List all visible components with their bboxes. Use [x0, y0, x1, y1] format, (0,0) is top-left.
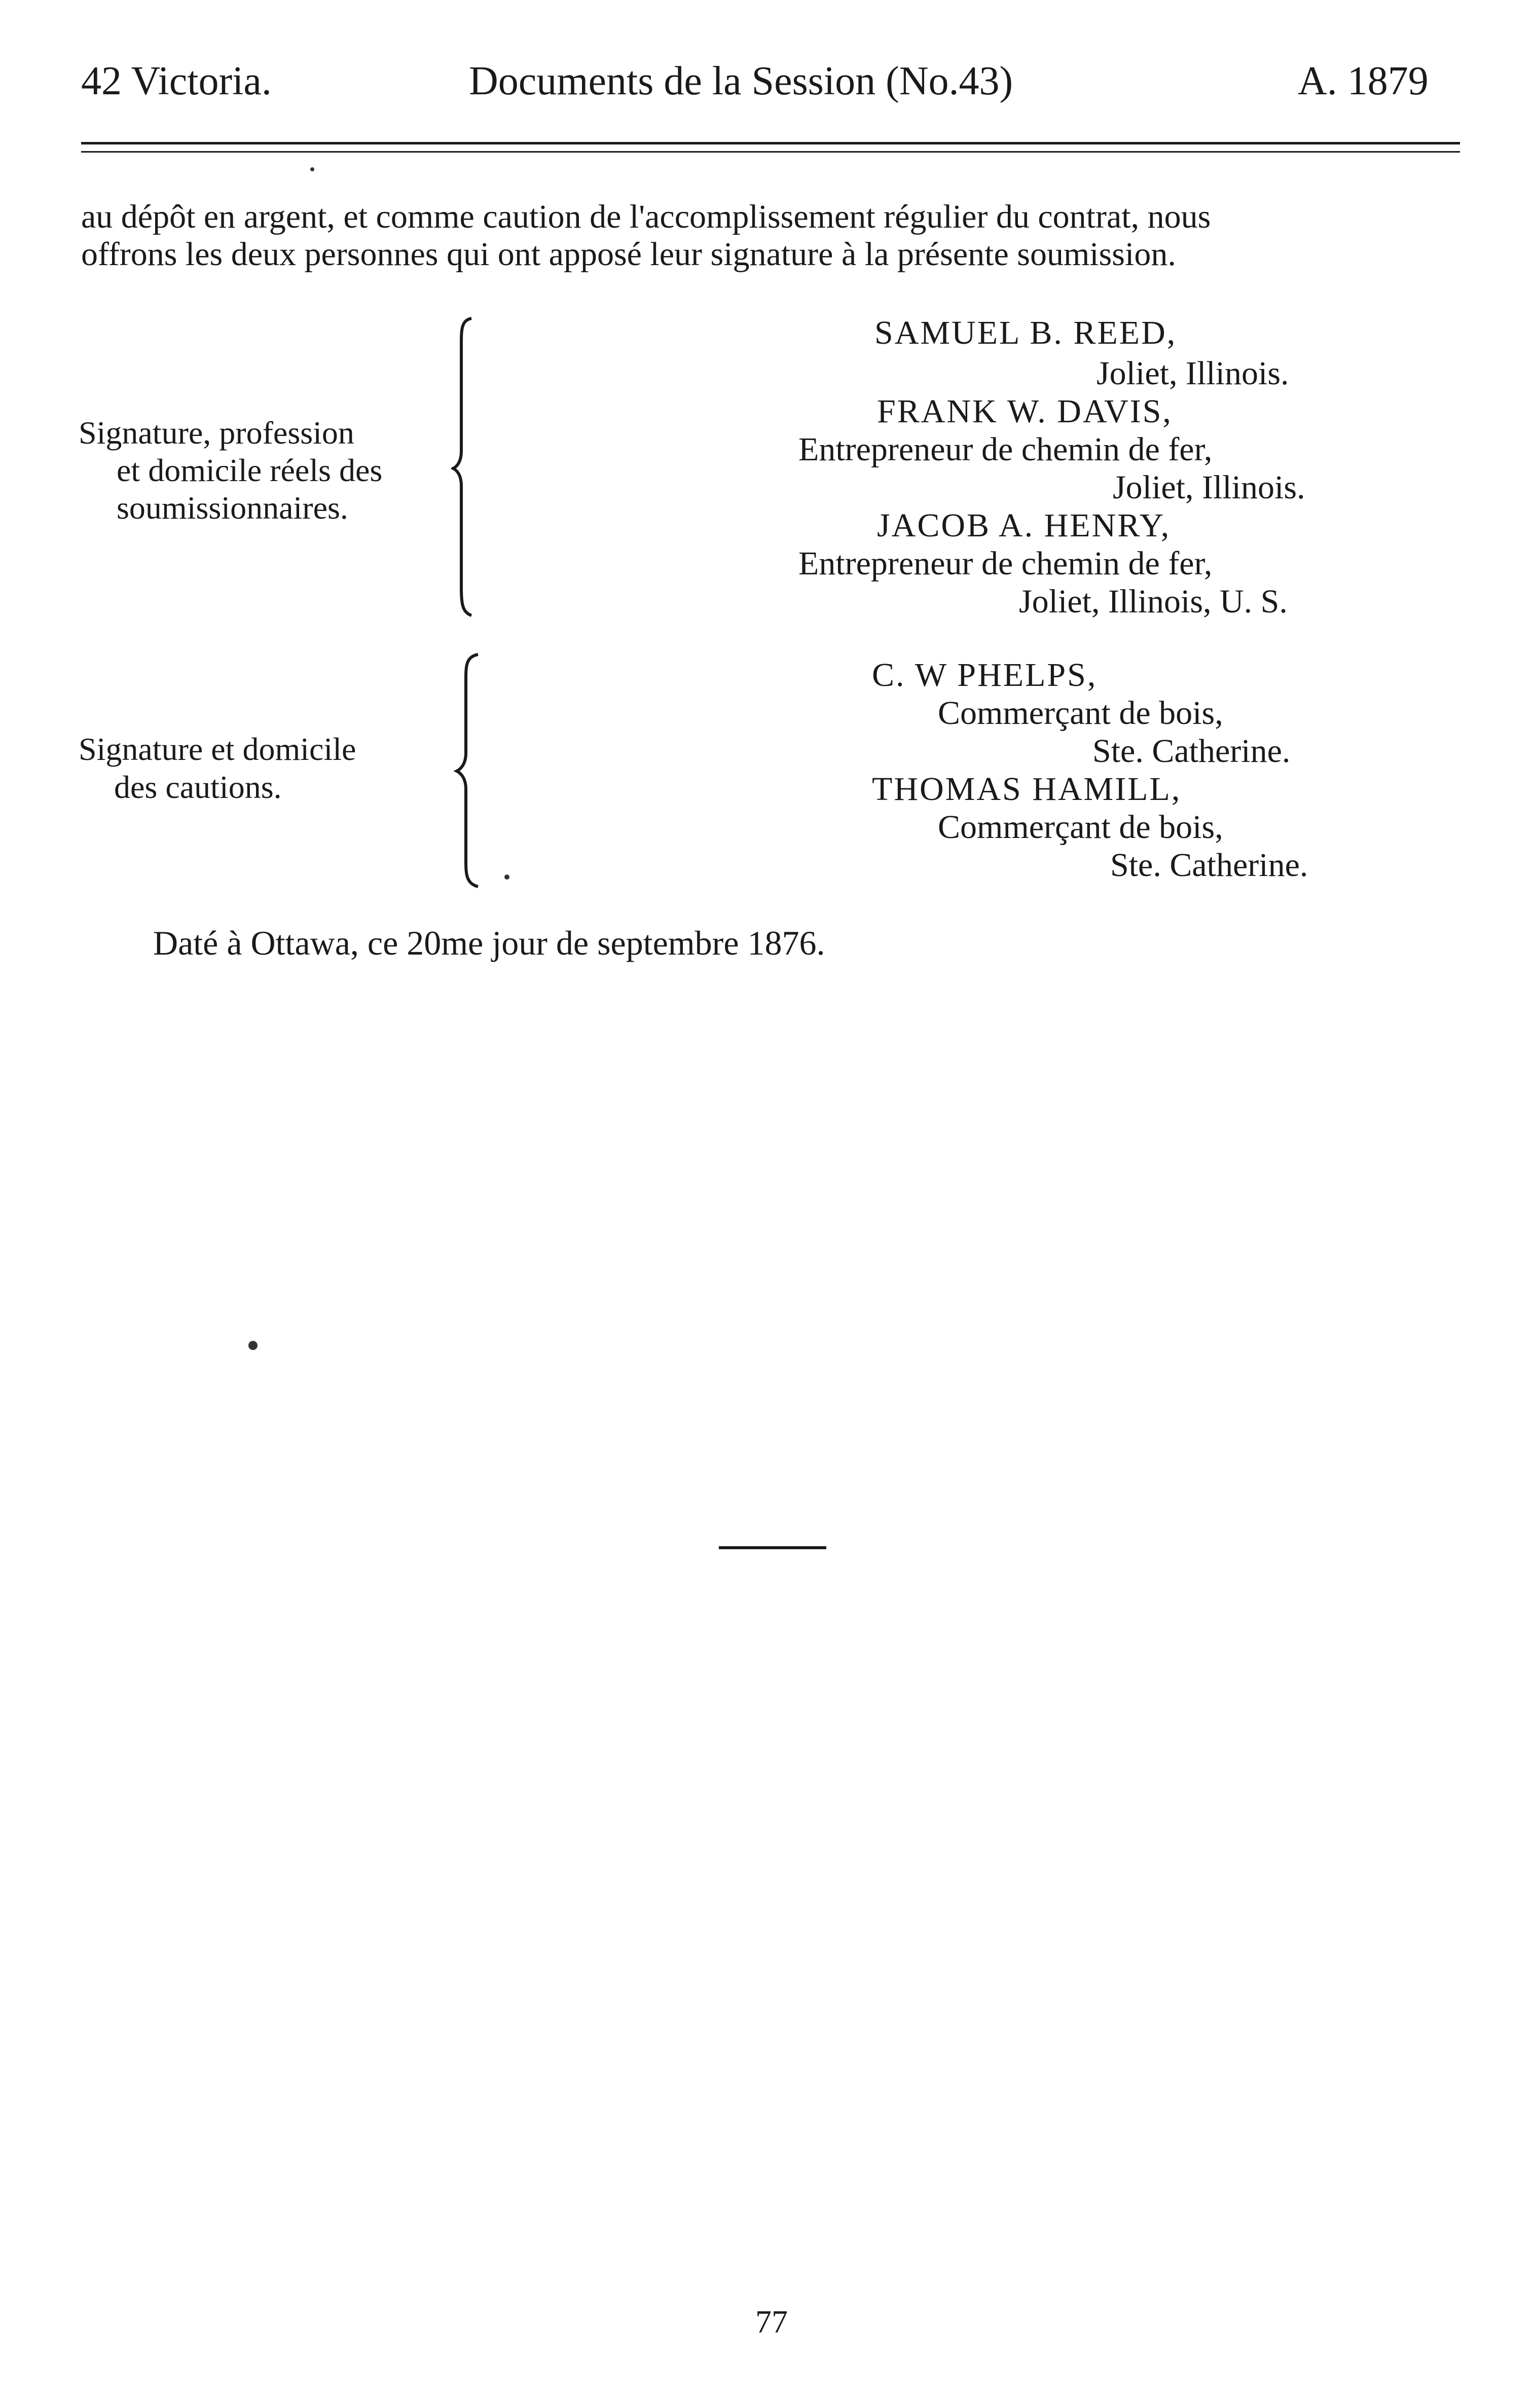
signatories-label-line: Signature, profession	[79, 415, 354, 451]
sureties-label-line: Signature et domicile	[79, 731, 356, 767]
ink-speck	[504, 874, 509, 880]
surety-profession: Commerçant de bois,	[938, 695, 1223, 732]
signatories-label-line: et domicile réels des	[117, 452, 383, 488]
header-volume: 42 Victoria.	[81, 59, 272, 103]
signatory-place: Joliet, Illinois, U. S.	[1019, 583, 1288, 620]
signatories-label-line: soumissionnaires.	[117, 490, 348, 526]
signatories-brace	[451, 314, 487, 618]
surety-place: Ste. Catherine.	[1092, 733, 1291, 770]
signatory-name: FRANK W. DAVIS,	[877, 393, 1173, 430]
surety-profession: Commerçant de bois,	[938, 809, 1223, 846]
sureties-brace	[454, 651, 489, 890]
paragraph-line: au dépôt en argent, et comme caution de l'accomplissement régulier du contrat, nous	[81, 198, 1211, 235]
signatory-name: SAMUEL B. REED,	[874, 314, 1177, 351]
sureties-label-line: des cautions.	[114, 769, 282, 805]
signatory-profession: Entrepreneur de chemin de fer,	[798, 431, 1213, 468]
date-line: Daté à Ottawa, ce 20me jour de septembre 1876.	[153, 924, 825, 962]
header-rule-thin	[81, 151, 1460, 153]
signatory-place: Joliet, Illinois.	[1113, 469, 1305, 506]
header-year: A. 1879	[1298, 59, 1429, 103]
header-title: Documents de la Session (No.43)	[469, 59, 1013, 103]
section-separator	[719, 1546, 826, 1549]
surety-name: C. W PHELPS,	[872, 656, 1098, 694]
paragraph-line: offrons les deux personnes qui ont apposé leur signature à la présente soumission.	[81, 236, 1176, 273]
ink-speck	[310, 167, 314, 171]
ink-speck	[248, 1341, 258, 1350]
signatory-place: Joliet, Illinois.	[1097, 355, 1289, 392]
signatory-name: JACOB A. HENRY,	[877, 507, 1171, 544]
surety-name: THOMAS HAMILL,	[872, 771, 1182, 808]
surety-place: Ste. Catherine.	[1110, 847, 1308, 884]
header-rule-thick	[81, 142, 1460, 144]
page-number: 77	[755, 2304, 788, 2340]
signatory-profession: Entrepreneur de chemin de fer,	[798, 545, 1213, 582]
